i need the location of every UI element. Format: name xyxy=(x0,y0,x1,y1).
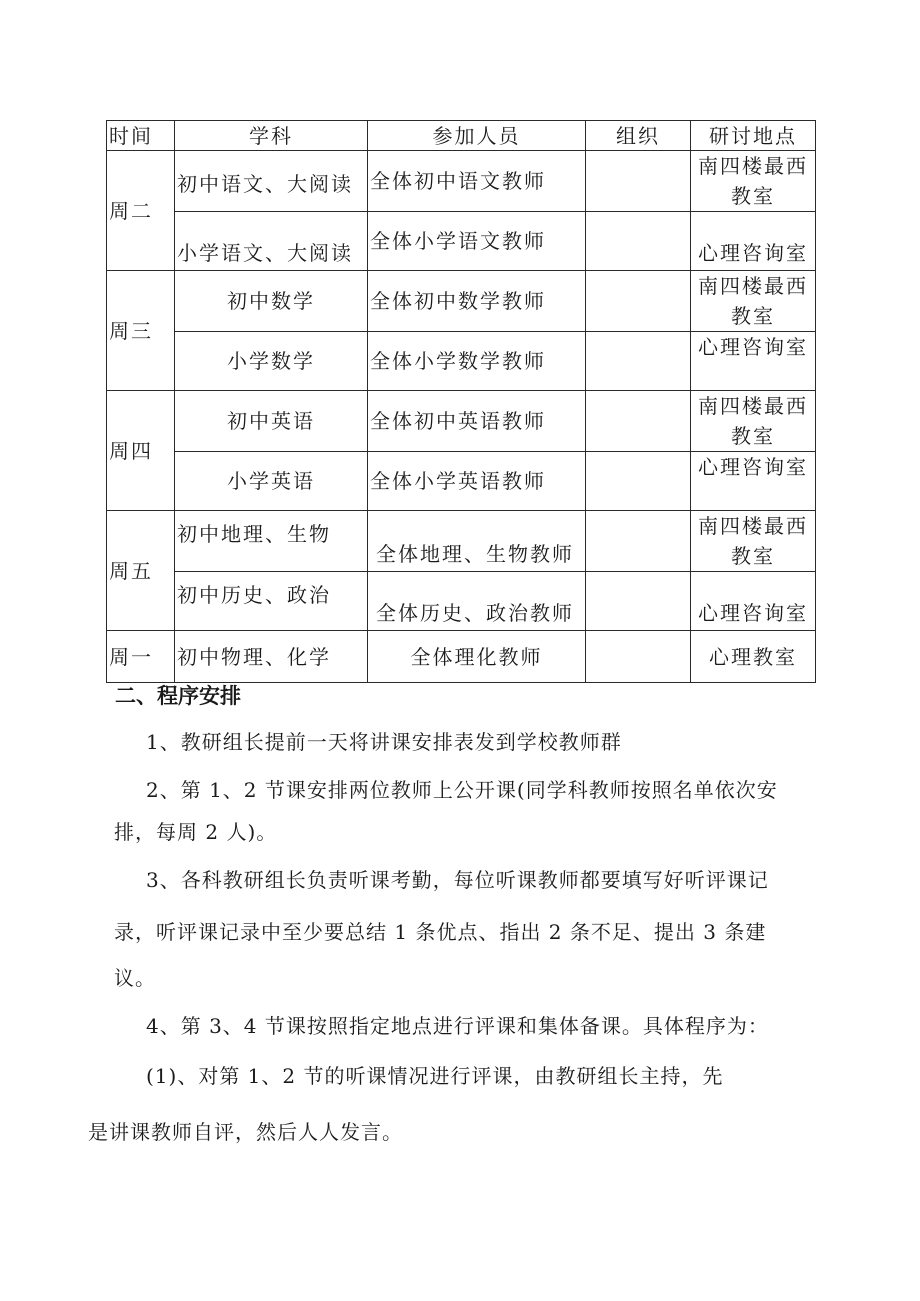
day-cell: 周三 xyxy=(107,271,175,391)
subject-cell: 初中语文、大阅读 xyxy=(175,151,368,212)
paragraph-4: 4、第 3、4 节课按照指定地点进行评课和集体备课。具体程序为： xyxy=(146,1014,769,1038)
day-cell: 周一 xyxy=(107,631,175,683)
participants-cell: 全体小学英语教师 xyxy=(368,452,586,511)
location-cell: 心理咨询室 xyxy=(691,212,816,271)
participants-cell: 全体小学语文教师 xyxy=(368,212,586,271)
paragraph-5: (1)、对第 1、2 节的听课情况进行评课，由教研组长主持，先 xyxy=(146,1064,724,1088)
header-subject: 学科 xyxy=(175,121,368,151)
table-row xyxy=(107,452,816,511)
organizer-cell xyxy=(586,452,691,511)
subject-cell: 初中历史、政治 xyxy=(175,572,368,631)
location-cell: 南四楼最西教室 xyxy=(691,151,816,212)
subject-cell: 初中数学 xyxy=(175,271,368,332)
header-participants: 参加人员 xyxy=(368,121,586,151)
header-location: 研讨地点 xyxy=(691,121,816,151)
organizer-cell xyxy=(586,572,691,631)
table-row xyxy=(107,511,816,572)
section-heading: 二、程序安排 xyxy=(115,684,241,708)
table-row xyxy=(107,332,816,391)
organizer-cell xyxy=(586,271,691,332)
participants-cell: 全体初中数学教师 xyxy=(368,271,586,332)
table-row xyxy=(107,271,816,332)
schedule-table xyxy=(106,120,816,683)
participants-cell: 全体初中语文教师 xyxy=(368,151,586,212)
day-cell: 周二 xyxy=(107,151,175,271)
table-row xyxy=(107,151,816,212)
participants-cell: 全体历史、政治教师 xyxy=(368,572,586,631)
location-cell: 南四楼最西教室 xyxy=(691,391,816,452)
organizer-cell xyxy=(586,631,691,683)
paragraph-5-continued: 是讲课教师自评，然后人人发言。 xyxy=(88,1120,403,1144)
participants-cell: 全体理化教师 xyxy=(368,631,586,683)
subject-cell: 初中英语 xyxy=(175,391,368,452)
organizer-cell xyxy=(586,511,691,572)
participants-cell: 全体小学数学教师 xyxy=(368,332,586,391)
organizer-cell xyxy=(586,212,691,271)
day-cell: 周四 xyxy=(107,391,175,511)
table-row xyxy=(107,572,816,631)
organizer-cell xyxy=(586,332,691,391)
location-cell: 心理教室 xyxy=(691,631,816,683)
participants-cell: 全体初中英语教师 xyxy=(368,391,586,452)
paragraph-2-continued: 排，每周 2 人)。 xyxy=(114,820,278,844)
location-cell: 心理咨询室 xyxy=(691,572,816,631)
location-cell: 南四楼最西教室 xyxy=(691,271,816,332)
paragraph-1: 1、教研组长提前一天将讲课安排表发到学校教师群 xyxy=(146,730,622,754)
header-organizer: 组织 xyxy=(586,121,691,151)
subject-cell: 初中物理、化学 xyxy=(175,631,368,683)
organizer-cell xyxy=(586,151,691,212)
paragraph-3: 3、各科教研组长负责听课考勤，每位听课教师都要填写好听评课记 xyxy=(146,868,769,892)
table-row xyxy=(107,391,816,452)
location-cell: 心理咨询室 xyxy=(691,452,816,511)
organizer-cell xyxy=(586,391,691,452)
location-cell: 南四楼最西教室 xyxy=(691,511,816,572)
subject-cell: 小学语文、大阅读 xyxy=(175,212,368,271)
subject-cell: 小学数学 xyxy=(175,332,368,391)
paragraph-2: 2、第 1、2 节课安排两位教师上公开课(同学科教师按照名单依次安 xyxy=(146,778,778,802)
day-cell: 周五 xyxy=(107,511,175,631)
table-header-row xyxy=(107,121,816,151)
location-cell: 心理咨询室 xyxy=(691,332,816,391)
participants-cell: 全体地理、生物教师 xyxy=(368,511,586,572)
subject-cell: 小学英语 xyxy=(175,452,368,511)
table-row xyxy=(107,212,816,271)
header-time: 时间 xyxy=(107,121,175,151)
table-row xyxy=(107,631,816,683)
subject-cell: 初中地理、生物 xyxy=(175,511,368,572)
paragraph-3-continued: 录，听评课记录中至少要总结 1 条优点、指出 2 条不足、提出 3 条建 xyxy=(114,920,767,944)
paragraph-3-end: 议。 xyxy=(114,966,156,990)
